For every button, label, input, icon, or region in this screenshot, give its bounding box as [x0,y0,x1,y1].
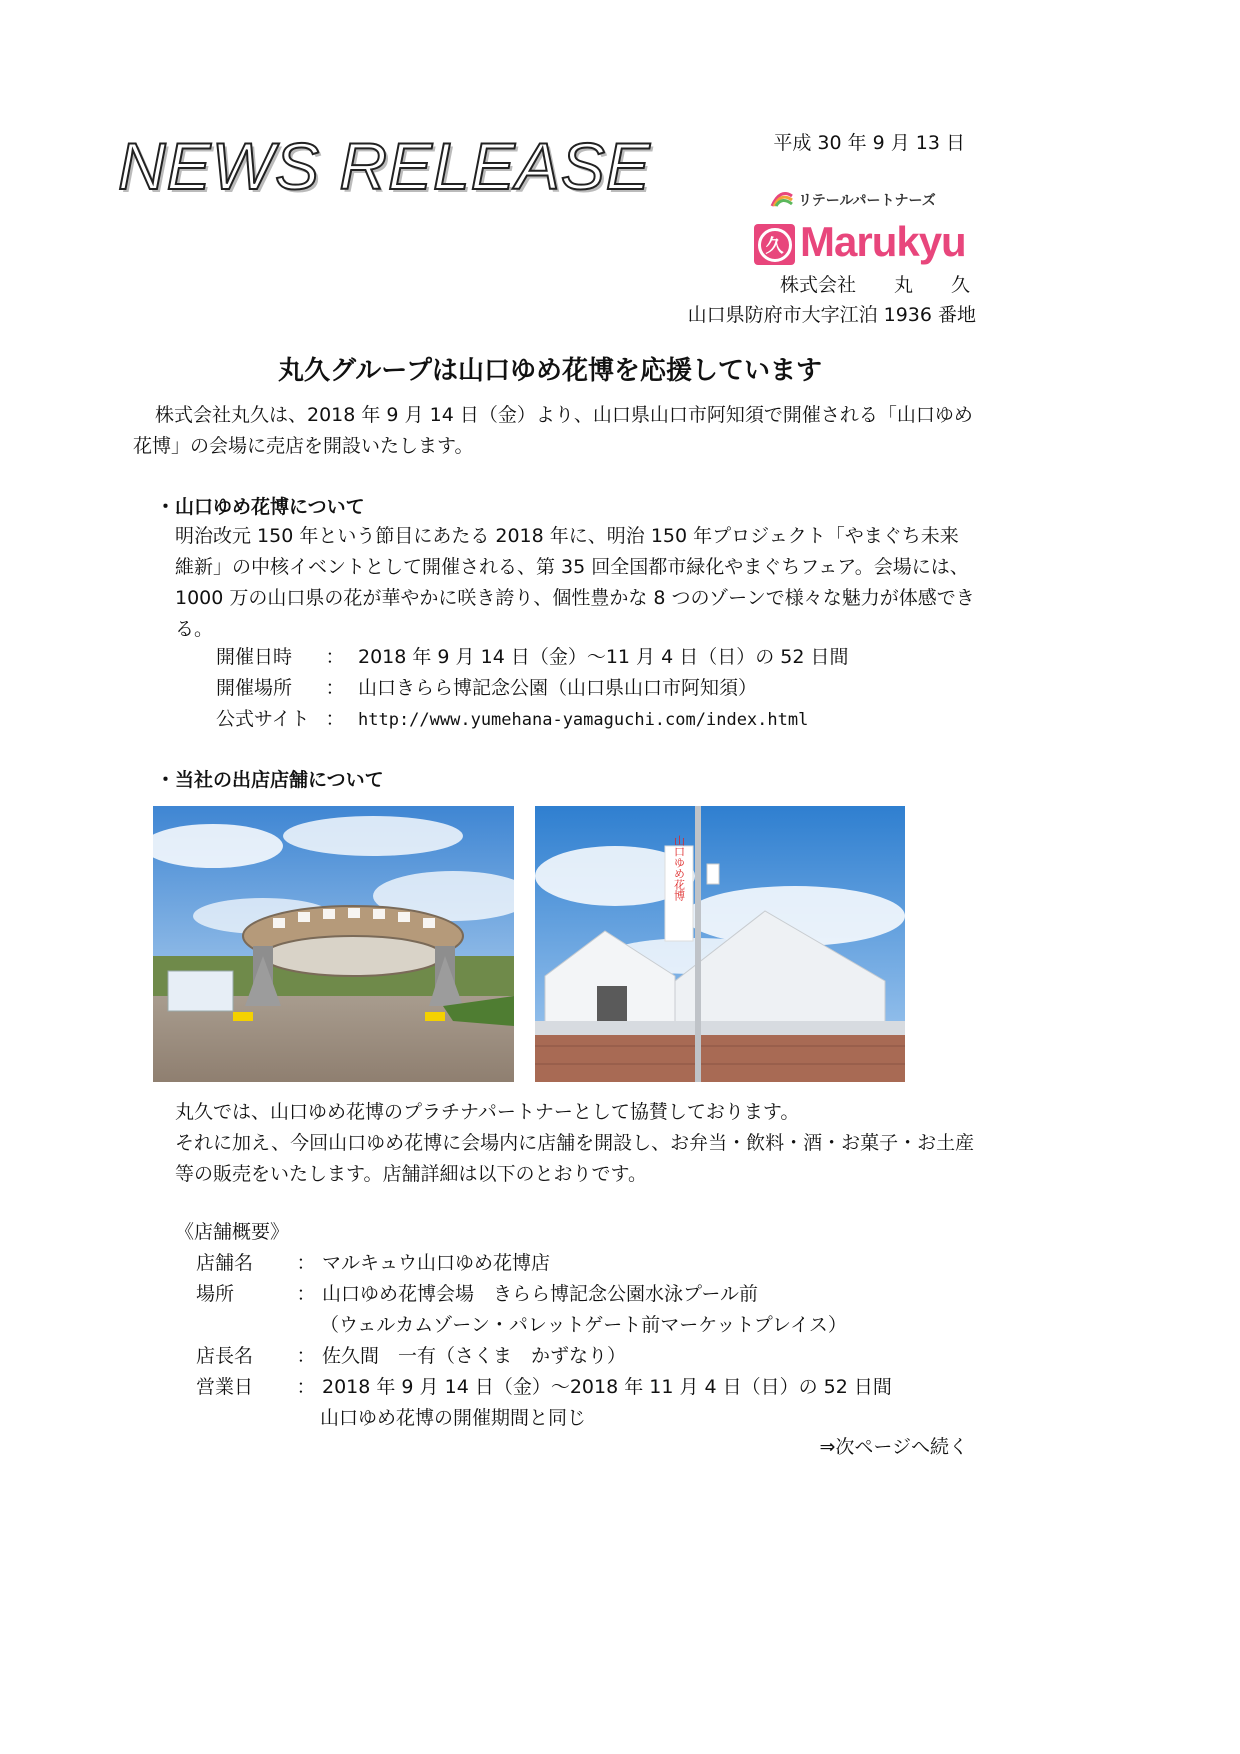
overview-label: 店舗名 [196,1252,254,1274]
company-address: 山口県防府市大字江泊 1936 番地 [687,304,976,326]
marukyu-logo-mark: 久 [754,224,795,265]
info-label: 開催日時 [216,646,293,668]
page-title: 丸久グループは山口ゆめ花博を応援しています [278,356,822,386]
store-description: 丸久では、山口ゆめ花博のプラチナパートナーとして協賛しております。 それに加え、今回山口ゆめ花博に会場内に店舗を開設し、お弁当・飲料・酒・お菓子・お土産等の販売をいたします。店舗詳細は以下のとおりです。 [175,1101,975,1185]
info-row-site [216,704,808,735]
overview-sep: ： [296,1252,316,1274]
overview-value: 2018 年 9 月 14 日（金）～2018 年 11 月 4 日（日）の 52 日間 [322,1376,892,1398]
info-sep: ： [325,677,345,699]
marukyu-logo-word: Marukyu [800,218,966,265]
info-label: 開催場所 [216,677,293,699]
overview-label: 場所 [196,1283,235,1305]
overview-label: 店長名 [196,1345,254,1367]
overview-row-business-days [196,1372,892,1403]
overview-heading: 《店舗概要》 [175,1221,290,1243]
overview-row-manager [196,1341,626,1372]
info-label: 公式サイト [216,708,310,730]
info-row-date [216,642,848,673]
info-value: 山口きらら博記念公園（山口県山口市阿知須） [358,677,758,699]
tent-photo [535,806,905,1082]
section-heading-store: ・当社の出店店舗について [156,769,384,791]
tent-banner-text: 山口ゆめ花博 [672,835,686,901]
gate-photo [153,806,514,1082]
overview-value: マルキュウ山口ゆめ花博店 [322,1252,551,1274]
news-release-heading: NEWS RELEASE [118,129,651,203]
overview-value: 山口ゆめ花博会場 きらら博記念公園水泳プール前 [322,1283,759,1305]
info-value: 2018 年 9 月 14 日（金）～11 月 4 日（日）の 52 日間 [358,646,849,668]
release-date: 平成 30 年 9 月 13 日 [773,132,965,154]
overview-value: 佐久間 一有（さくま かずなり） [322,1345,627,1367]
info-row-venue [216,673,757,704]
overview-value: （ウェルカムゾーン・パレットゲート前マーケットプレイス） [320,1314,847,1336]
info-sep: ： [325,708,345,730]
overview-label: 営業日 [196,1376,254,1398]
overview-row-business-days-note [320,1403,586,1434]
official-site-link[interactable]: http://www.yumehana-yamaguchi.com/index.html [358,710,809,730]
company-name: 株式会社 丸 久 [779,274,970,296]
intro-paragraph: 株式会社丸久は、2018 年 9 月 14 日（金）より、山口県山口市阿知須で開催される「山口ゆめ花博」の会場に売店を開設いたします。 [133,404,973,457]
overview-sep: ： [296,1283,316,1305]
overview-row-location-detail [320,1310,847,1341]
logo-tagline: リテールパートナーズ [798,193,936,209]
overview-row-location [196,1279,758,1310]
continue-next-page: ⇒次ページへ続く [819,1436,968,1458]
tagline-arc-icon [770,190,794,212]
event-description: 明治改元 150 年という節目にあたる 2018 年に、明治 150 年プロジェクト「やまぐち未来維新」の中核イベントとして開催される、第 35 回全国都市緑化やまぐちフェア。会場には、1000 万の山口県の花が華やかに咲き誇り、個性豊かな 8 つのゾーンで様々な魅力が体感できる。 [175,525,975,640]
overview-row-store-name [196,1248,550,1279]
overview-value: 山口ゆめ花博の開催期間と同じ [320,1407,587,1429]
section-heading-event: ・山口ゆめ花博について [156,496,365,518]
overview-sep: ： [296,1376,316,1398]
info-sep: ： [325,646,345,668]
overview-sep: ： [296,1345,316,1367]
